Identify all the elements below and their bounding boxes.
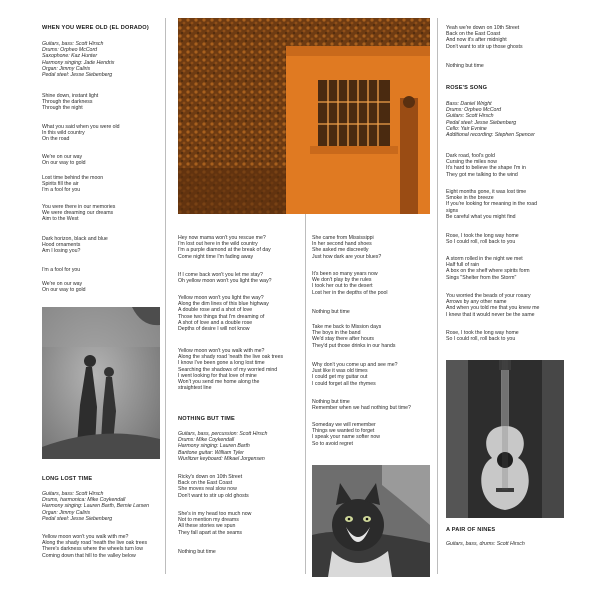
lyric-stanza: If I come back won't you let me stay? Oh yellow moon won't you light the way?	[178, 272, 272, 285]
lyric-stanza: Nothing but time	[446, 63, 484, 69]
lyric-stanza: She's in my head too much now Not to mention my dreams All these stories we spun They fall apart at the seams	[178, 511, 252, 536]
column-3	[312, 0, 432, 600]
song-title: WHEN YOU WERE OLD (EL DORADO)	[42, 25, 149, 31]
song-title: A PAIR OF NINES	[446, 527, 496, 533]
lyric-stanza: Nothing but time	[312, 309, 350, 315]
lyric-stanza: Take me back to Mission days The boys in the band We'd stay there after hours They'd put those drinks in our hands	[312, 324, 396, 349]
song-title: LONG LOST TIME	[42, 476, 93, 482]
lyric-stanza: She came from Mississippi In her second hand shoes She asked me discreetly Just how dark are your blues?	[312, 235, 382, 260]
column-divider	[437, 18, 438, 574]
lyric-stanza: Yellow moon won't you walk with me? Along the shady road 'neath the live oak trees There's darkness where the wheels turn low Coming down that hill to the valley below	[42, 534, 148, 559]
column-1	[42, 0, 160, 600]
column-4	[446, 0, 564, 600]
lyric-stanza: Yellow moon won't you light the way? Along the dim lines of this blue highway A double rose and a shot of love Those two things that I'm dreaming of A shot of love and a double rose Depths of desire I will not know	[178, 295, 269, 333]
lyric-stanza: Lost time behind the moon Spirits fill the air I'm a fool for you	[42, 175, 104, 194]
lyric-stanza: Nothing but time	[178, 549, 216, 555]
lyric-stanza: Dark horizon, black and blue Hood ornaments Am I losing you?	[42, 236, 108, 255]
lyric-stanza: I'm a fool for you	[42, 267, 81, 273]
lyric-stanza: We're on our way On our way to gold	[42, 154, 86, 167]
lyric-stanza: Nothing but time Remember when we had nothing but time?	[312, 399, 411, 412]
lyric-stanza: You were there in our memories We were dreaming our dreams Aim to the West	[42, 204, 116, 223]
cat-photo	[312, 465, 430, 577]
song-credits: Guitars, bass: Scott Hirsch Drums, harmonica: Mike Coykendall Harmony singing: Lauren Barth, Bernie Larsen Organ: Jimmy Caliris Pedal steel: Jesse Siebenberg	[42, 491, 149, 522]
song-credits: Guitars, bass, drums: Scott Hirsch	[446, 541, 525, 547]
lyric-stanza: Shine down, instant light Through the darkness Through the night	[42, 93, 99, 112]
lyric-stanza: Rose, I took the long way home So I could roll, roll back to you	[446, 330, 519, 343]
song-credits: Guitars, bass: Scott Hirsch Drums: Orpheo McCord Saxophone: Kaz Hunter Harmony singing: Jade Hendrix Organ: Jimmy Caliris Pedal steel: Jesse Siebenberg	[42, 41, 115, 79]
lyric-stanza: Rose, I took the long way home So I could roll, roll back to you	[446, 233, 519, 246]
shadow-photo	[42, 307, 160, 459]
lyric-stanza: Yellow moon won't you walk with me? Along the shady road 'neath the live oak trees I know I've been gone a long lost time Searching the shadows of my worried mind I went looking for that love of mine Won't you send me home along the straightest line	[178, 348, 284, 392]
column-divider	[165, 18, 166, 574]
lyric-stanza: A storm rolled in the night we met Half full of rain A box on the shelf where spirits form Sings "Shelter from the Storm"	[446, 256, 530, 281]
lyric-stanza: Someday we will remember Things we wanted to forget I speak your name softer now So to avoid regret	[312, 422, 381, 447]
lyric-stanza: Why don't you come up and see me? Just like it was old times I could get my guitar out I could forget all the rhymes	[312, 362, 398, 387]
lyric-stanza: You worried the beads of your rosary Arrows by any other name And when you told me that you knew me I knew that it would never be the same	[446, 293, 540, 318]
lyric-stanza: It's been so many years now We don't play by the rules I took her out to the desert Lost her in the depths of the pool	[312, 271, 388, 296]
song-credits: Bass: Daniel Wright Drums: Orpheo McCord Guitars: Scott Hirsch Pedal steel: Jesse Siebenberg Cello: Yair Evnine Additional recording: Stephen Spencer	[446, 101, 535, 139]
lyric-stanza: Dark road, fool's gold Cursing the miles now It's hard to believe the shape I'm in They got me talking to the wind	[446, 153, 526, 178]
lyric-stanza: Yeah we're down on 10th Street Back on the East Coast And now it's after midnight Don't want to stir up those ghosts	[446, 25, 523, 50]
song-title: NOTHING BUT TIME	[178, 416, 235, 422]
lyric-stanza: Hey now mama won't you rescue me? I'm lost out here in the wild country I'm a purple diamond at the break of day Come night time I'm fading away	[178, 235, 271, 260]
lyric-stanza: Eight months gone, it was lost time Smoke in the breeze If you're looking for meaning in the road signs Be careful what you might find	[446, 189, 537, 220]
song-credits: Guitars, bass, percussion: Scott Hirsch Drums: Mike Coykendall Harmony singing: Lauren Barth Baritone guitar: William Tyler Wurlitzer keyboard: Mikael Jorgensen	[178, 431, 268, 462]
guitar-photo	[446, 360, 564, 518]
lyric-stanza: What you said when you were old In this wild country On the road	[42, 124, 120, 143]
column-2	[178, 0, 300, 600]
lyric-stanza: We're on our way On our way to gold	[42, 281, 86, 294]
lyric-stanza: Ricky's down on 10th Street Back on the East Coast She moves real slow now Don't want to stir up old ghosts	[178, 474, 249, 499]
song-title: ROSE'S SONG	[446, 85, 488, 91]
